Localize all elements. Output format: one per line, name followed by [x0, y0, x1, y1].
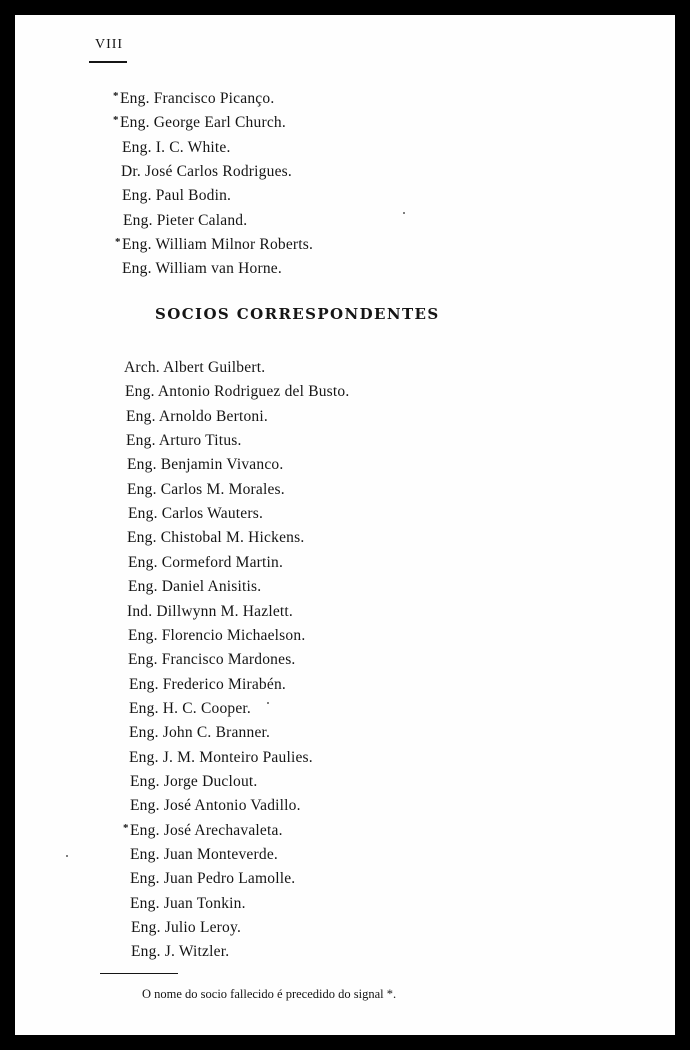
member-name: Eng. George Earl Church.	[120, 114, 286, 132]
member-name: Eng. Chistobal M. Hickens.	[127, 529, 305, 547]
member-entry	[126, 407, 268, 427]
member-name: Arch. Albert Guilbert.	[124, 359, 266, 376]
member-entry	[124, 358, 265, 378]
member-name: Eng. Antonio Rodriguez del Busto.	[125, 383, 350, 401]
member-name: Dr. José Carlos Rodrigues.	[121, 162, 292, 180]
member-entry	[130, 845, 278, 865]
member-entry	[131, 942, 229, 962]
member-entry	[126, 431, 242, 451]
member-name: Eng. Pieter Caland.	[123, 211, 248, 229]
member-entry	[130, 894, 246, 914]
deceased-marker: *	[123, 821, 129, 834]
member-name: Eng. H. C. Cooper.	[129, 699, 251, 717]
member-name: Eng. José Antonio Vadillo.	[130, 797, 301, 815]
member-name: Eng. Carlos Wauters.	[128, 505, 264, 523]
member-name: Eng. Florencio Michaelson.	[128, 626, 306, 644]
member-name: Eng. Arturo Titus.	[126, 432, 242, 450]
print-speck	[66, 855, 68, 857]
deceased-marker: *	[113, 114, 119, 127]
member-entry	[129, 699, 251, 719]
member-name: Eng. Juan Tonkin.	[130, 894, 246, 912]
member-name: Eng. Arnoldo Bertoni.	[126, 407, 268, 425]
member-entry	[122, 186, 231, 206]
member-entry	[127, 528, 304, 548]
member-name: Eng. Paul Bodin.	[122, 187, 232, 205]
member-name: Eng. Cormeford Martin.	[128, 553, 284, 571]
header-rule	[89, 61, 127, 63]
member-entry	[128, 626, 305, 646]
member-entry	[129, 748, 313, 768]
member-entry	[130, 772, 258, 792]
member-entry	[127, 455, 283, 475]
deceased-marker: *	[115, 235, 121, 248]
member-name: Eng. William Milnor Roberts.	[122, 235, 314, 253]
member-entry	[130, 869, 295, 889]
member-name: Eng. Juan Monteverde.	[130, 846, 278, 863]
member-name: Eng. Frederico Mirabén.	[129, 675, 286, 693]
member-entry	[122, 259, 282, 279]
member-name: Eng. John C. Branner.	[129, 724, 271, 742]
member-entry	[129, 675, 286, 695]
member-entry	[130, 796, 301, 816]
section-heading: SOCIOS CORRESPONDENTES	[155, 305, 440, 323]
member-name: Eng. Carlos M. Morales.	[127, 480, 285, 498]
member-entry	[123, 211, 247, 231]
member-name: Eng. Benjamin Vivanco.	[127, 456, 284, 474]
print-speck	[267, 702, 269, 704]
member-name: Eng. J. M. Monteiro Paulies.	[129, 748, 313, 766]
member-name: Eng. I. C. White.	[122, 138, 231, 156]
member-entry	[123, 821, 283, 841]
member-name: Ind. Dillwynn M. Hazlett.	[127, 602, 294, 620]
member-name: Eng. José Arechavaleta.	[130, 821, 283, 839]
member-name: Eng. William van Horne.	[122, 260, 282, 278]
member-entry	[115, 235, 314, 255]
member-entry	[121, 162, 292, 182]
member-entry	[122, 138, 231, 158]
footnote: O nome do socio fallecido é precedido do signal *.	[142, 987, 397, 1001]
member-name: Eng. Julio Leroy.	[131, 919, 242, 937]
member-entry	[127, 602, 293, 622]
deceased-marker: *	[113, 90, 119, 102]
print-speck	[403, 212, 405, 214]
member-entry	[128, 504, 263, 524]
member-name: Eng. Daniel Anisitis.	[128, 578, 262, 596]
member-entry	[113, 113, 286, 133]
page-number: VIII	[95, 37, 124, 52]
member-name: Eng. Jorge Duclout.	[130, 772, 258, 790]
member-entry	[128, 650, 296, 670]
member-entry	[128, 577, 261, 597]
book-page	[15, 15, 675, 1035]
member-name: Eng. Juan Pedro Lamolle.	[130, 870, 296, 888]
member-entry	[128, 553, 283, 573]
member-name: Eng. Francisco Picanço.	[120, 90, 275, 107]
member-entry	[113, 89, 275, 109]
member-entry	[131, 918, 241, 938]
member-entry	[127, 480, 285, 500]
footnote-rule	[100, 973, 178, 974]
member-entry	[129, 723, 270, 743]
member-entry	[125, 382, 349, 402]
member-name: Eng. Francisco Mardones.	[128, 651, 296, 669]
member-name: Eng. J. Witzler.	[131, 943, 230, 961]
